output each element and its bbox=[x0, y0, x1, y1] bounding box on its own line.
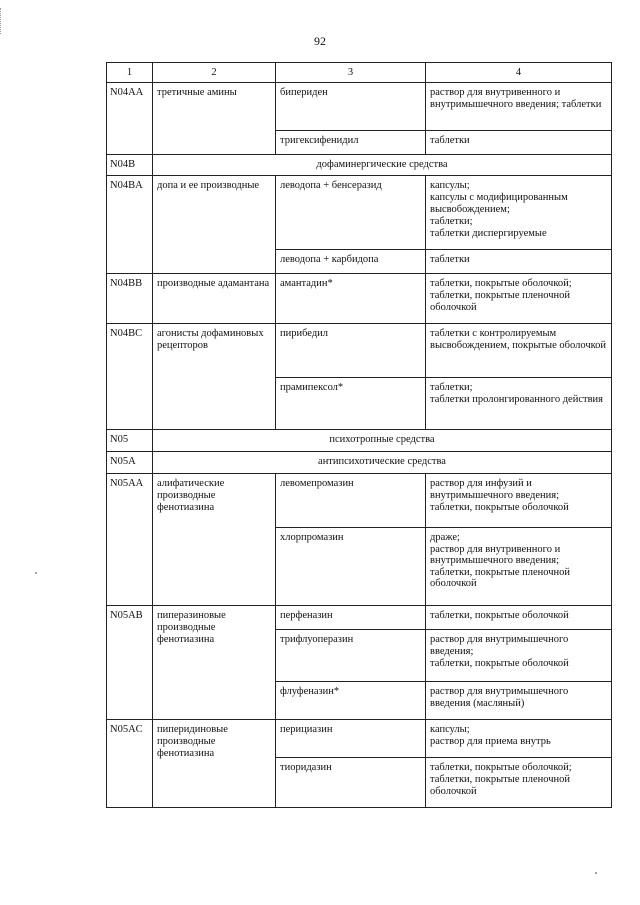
column-header-row bbox=[107, 63, 612, 83]
atc-code: N04BB bbox=[107, 274, 153, 324]
dosage-form-line: таблетки, покрытые оболочкой; bbox=[430, 762, 572, 773]
table-row bbox=[107, 176, 612, 250]
dosage-form bbox=[426, 720, 612, 758]
column-header-1: 1 bbox=[107, 63, 153, 83]
scan-speck bbox=[35, 572, 37, 574]
atc-code: N05AA bbox=[107, 474, 153, 606]
atc-code: N04BA bbox=[107, 176, 153, 274]
dosage-form: таблетки bbox=[426, 131, 612, 155]
dosage-form-line: раствор для внутривенного и внутримышечного введения; bbox=[430, 543, 561, 566]
table-row bbox=[107, 83, 612, 131]
section-row bbox=[107, 452, 612, 474]
dosage-form-line: таблетки пролонгированного действия bbox=[430, 394, 603, 405]
dosage-form bbox=[426, 758, 612, 808]
dosage-form-line: таблетки, покрытые пленочной оболочкой bbox=[430, 290, 571, 313]
pharmacological-group: пиперазиновые производные фенотиазина bbox=[153, 606, 276, 720]
drug-name: леводопа + карбидопа bbox=[276, 250, 426, 274]
drug-name: бипериден bbox=[276, 83, 426, 131]
drug-name: леводопа + бенсеразид bbox=[276, 176, 426, 250]
column-header-4: 4 bbox=[426, 63, 612, 83]
drug-name: пирибедил bbox=[276, 324, 426, 378]
drug-name: тригексифенидил bbox=[276, 131, 426, 155]
dosage-form-line: драже; bbox=[430, 532, 460, 543]
page-number: 92 bbox=[314, 34, 326, 48]
dosage-form-line: таблетки, покрытые оболочкой bbox=[430, 658, 569, 669]
pharmacological-group: пиперидиновые производные фенотиазина bbox=[153, 720, 276, 808]
dosage-form-line: раствор для внутримышечного введения; bbox=[430, 634, 569, 657]
drug-name: амантадин* bbox=[276, 274, 426, 324]
drug-name: трифлуоперазин bbox=[276, 630, 426, 682]
atc-code: N04BC bbox=[107, 324, 153, 430]
section-title: психотропные средства bbox=[153, 430, 612, 452]
drug-name: левомепромазин bbox=[276, 474, 426, 528]
dosage-form bbox=[426, 176, 612, 250]
dosage-form bbox=[426, 474, 612, 528]
section-title: дофаминергические средства bbox=[153, 155, 612, 176]
scan-speck bbox=[595, 872, 597, 874]
table-row bbox=[107, 720, 612, 758]
dosage-form bbox=[426, 274, 612, 324]
dosage-form-line: таблетки, покрытые оболочкой bbox=[430, 502, 569, 513]
pharmacological-group: допа и ее производные bbox=[153, 176, 276, 274]
pharmacological-group: третичные амины bbox=[153, 83, 276, 155]
pharmacological-group: алифатические производные фенотиазина bbox=[153, 474, 276, 606]
dosage-form-line: раствор для инфузий и внутримышечного введения; bbox=[430, 478, 560, 501]
dosage-form bbox=[426, 378, 612, 430]
atc-code: N04B bbox=[107, 155, 153, 176]
dosage-form-line: капсулы с модифицированным высвобождением; bbox=[430, 192, 568, 215]
pharmacological-group: агонисты дофаминовых рецепторов bbox=[153, 324, 276, 430]
section-title: антипсихотические средства bbox=[153, 452, 612, 474]
atc-code: N04AA bbox=[107, 83, 153, 155]
drug-name: флуфеназин* bbox=[276, 682, 426, 720]
drug-name: тиоридазин bbox=[276, 758, 426, 808]
atc-code: N05AB bbox=[107, 606, 153, 720]
dosage-form-line: раствор для приема внутрь bbox=[430, 736, 551, 747]
table-row bbox=[107, 474, 612, 528]
dosage-form-line: таблетки; bbox=[430, 382, 473, 393]
drug-name: перициазин bbox=[276, 720, 426, 758]
dosage-form-line: капсулы; bbox=[430, 180, 470, 191]
table-row bbox=[107, 324, 612, 378]
dosage-form: раствор для внутримышечного введения (масляный) bbox=[426, 682, 612, 720]
dosage-form: таблетки bbox=[426, 250, 612, 274]
dosage-form-line: таблетки, покрытые пленочной оболочкой bbox=[430, 566, 571, 589]
dosage-form: таблетки с контролируемым высвобождением, покрытые оболочкой bbox=[426, 324, 612, 378]
column-header-2: 2 bbox=[153, 63, 276, 83]
dosage-form-line: таблетки диспергируемые bbox=[430, 228, 547, 239]
atc-code: N05AC bbox=[107, 720, 153, 808]
dosage-form: таблетки, покрытые оболочкой bbox=[426, 606, 612, 630]
drug-name: прамипексол* bbox=[276, 378, 426, 430]
dosage-form: раствор для внутривенного и внутримышечного введения; таблетки bbox=[426, 83, 612, 131]
atc-code: N05A bbox=[107, 452, 153, 474]
drug-classification-table bbox=[106, 62, 612, 808]
table-row bbox=[107, 606, 612, 630]
scan-edge-mark bbox=[0, 8, 3, 34]
column-header-3: 3 bbox=[276, 63, 426, 83]
atc-code: N05 bbox=[107, 430, 153, 452]
dosage-form bbox=[426, 630, 612, 682]
dosage-form-line: таблетки, покрытые пленочной оболочкой bbox=[430, 774, 571, 797]
section-row bbox=[107, 155, 612, 176]
dosage-form-line: капсулы; bbox=[430, 724, 470, 735]
drug-name: хлорпромазин bbox=[276, 528, 426, 606]
drug-name: перфеназин bbox=[276, 606, 426, 630]
dosage-form-line: таблетки; bbox=[430, 216, 473, 227]
dosage-form-line: таблетки, покрытые оболочкой; bbox=[430, 278, 572, 289]
section-row bbox=[107, 430, 612, 452]
pharmacological-group: производные адамантана bbox=[153, 274, 276, 324]
table-row bbox=[107, 274, 612, 324]
dosage-form bbox=[426, 528, 612, 606]
